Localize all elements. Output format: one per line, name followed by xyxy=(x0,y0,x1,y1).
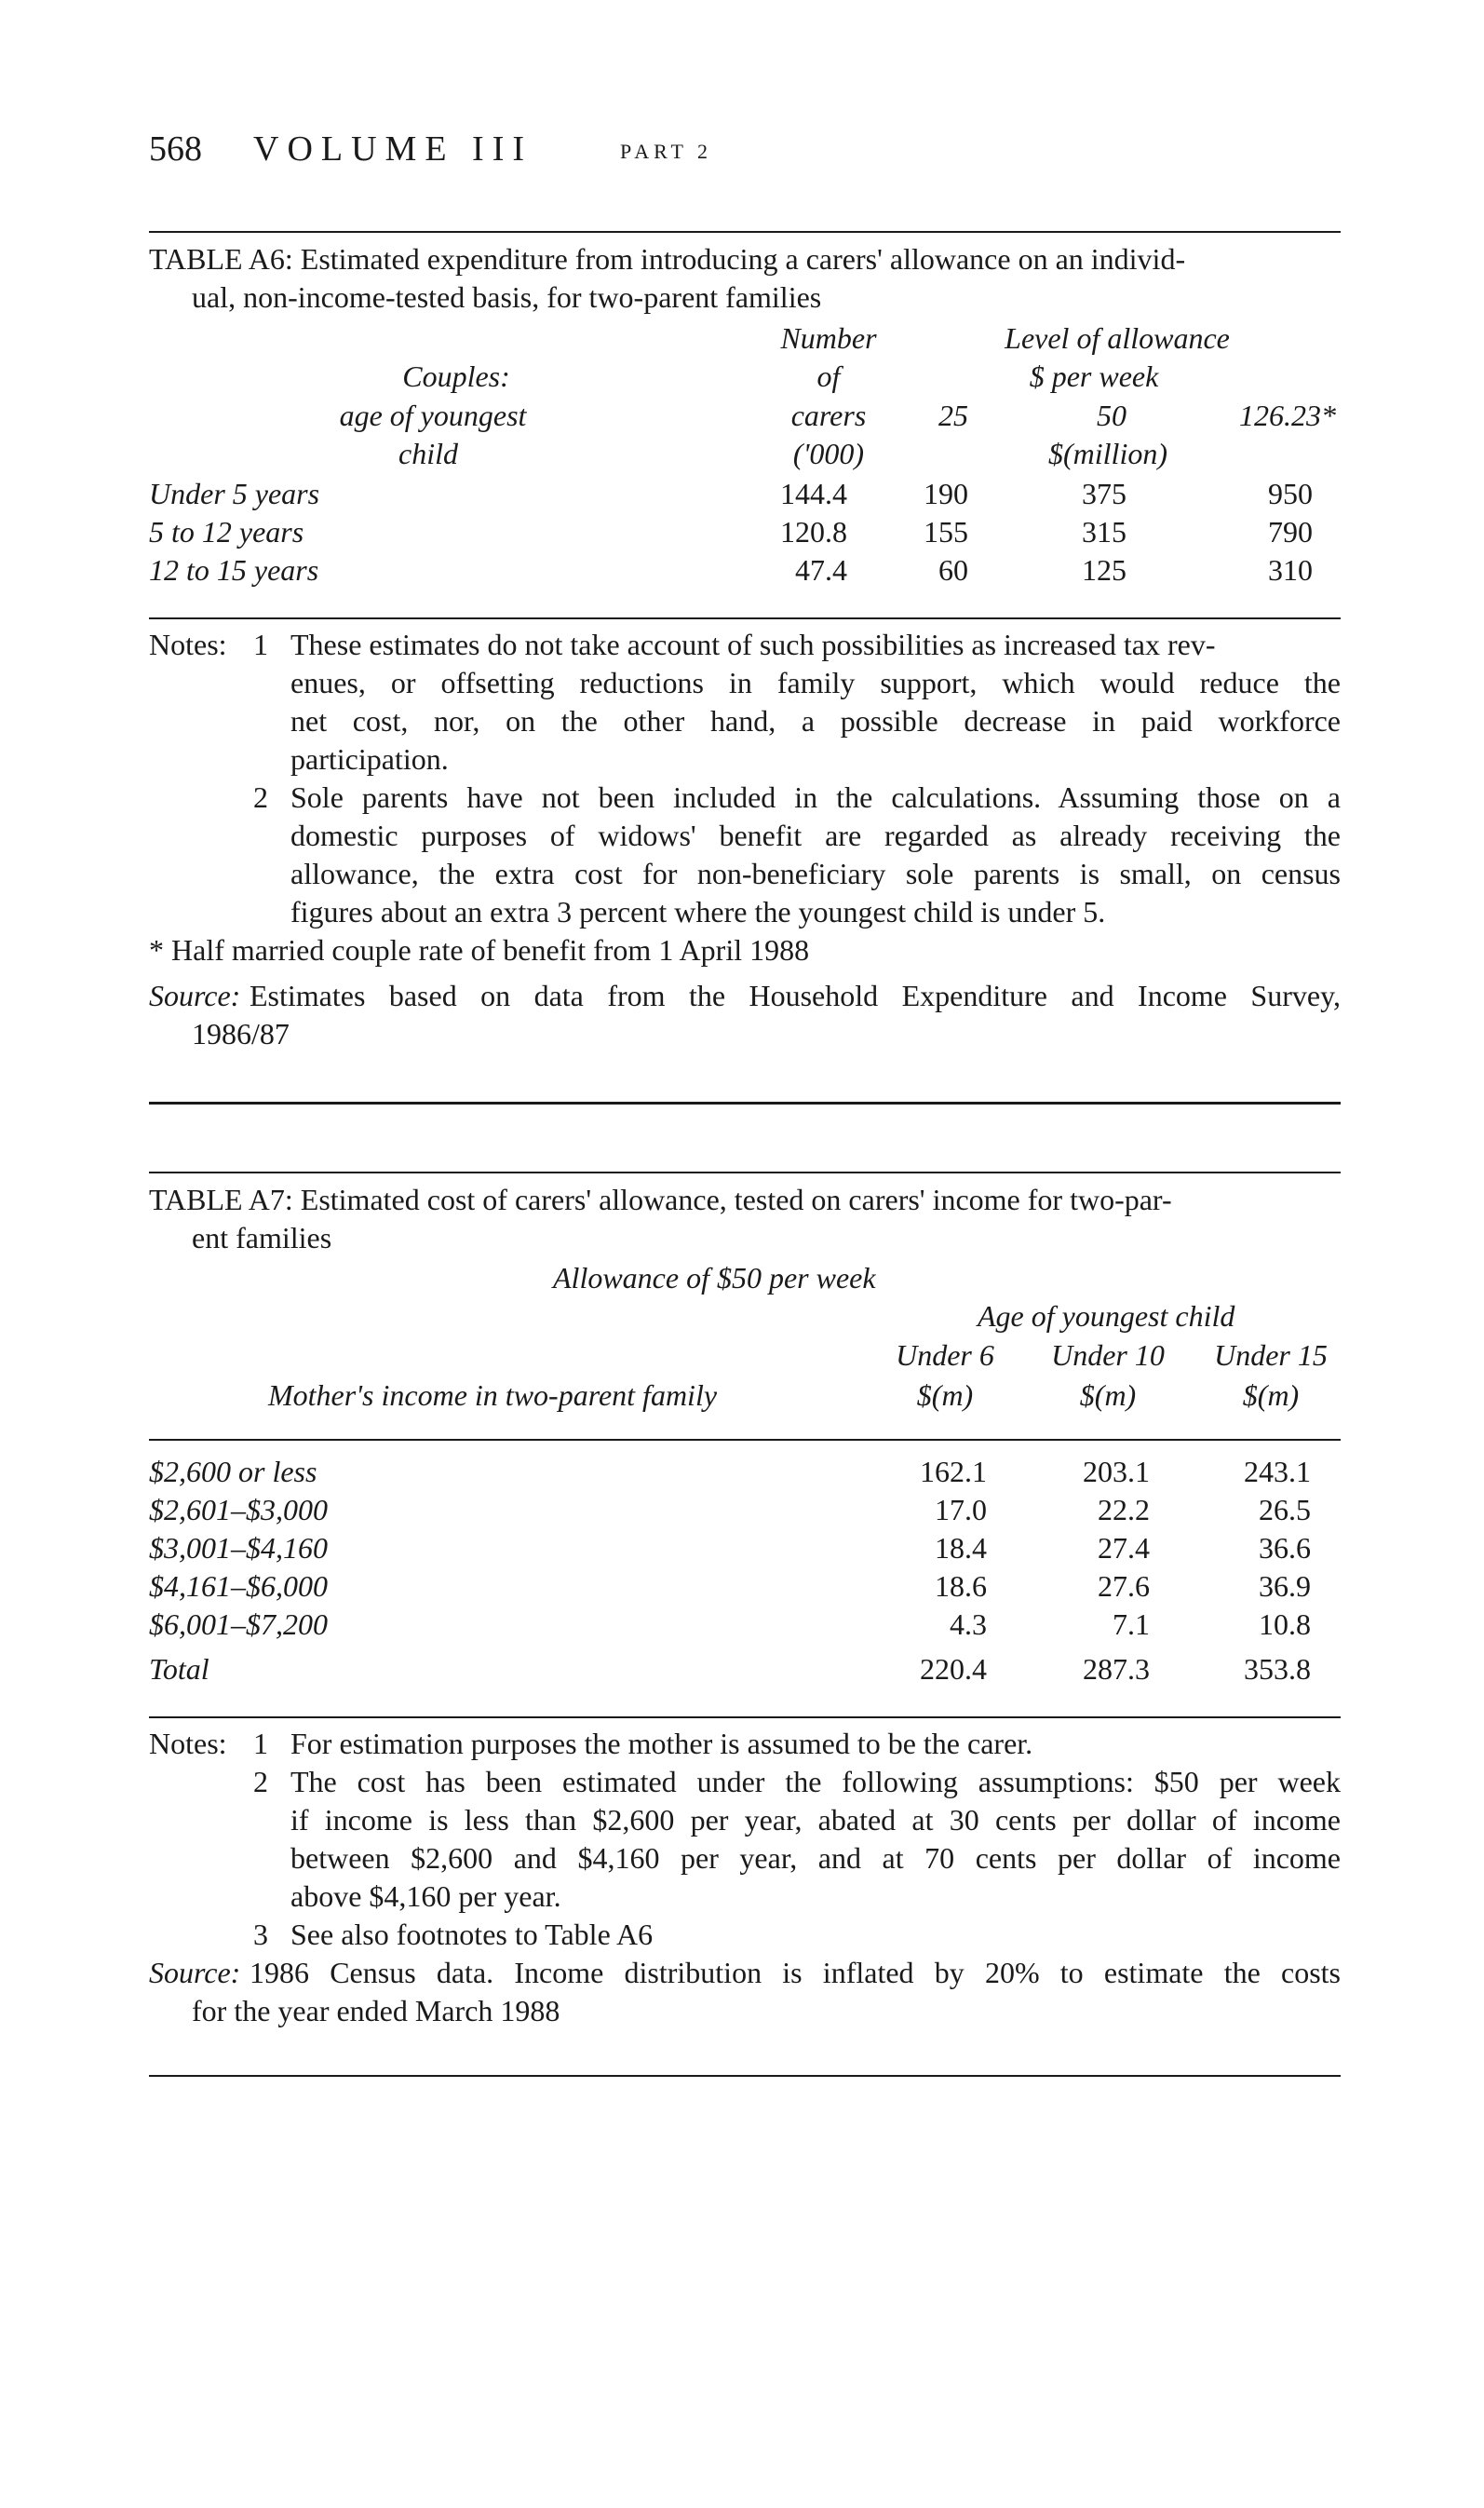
a7-cell-under15: 353.8 xyxy=(1244,1652,1311,1686)
volume-label: VOLUME III xyxy=(253,129,533,169)
a7-cell-under6: 162.1 xyxy=(920,1455,987,1488)
a6-row-label: Under 5 years xyxy=(149,477,320,510)
a6-cell-25: 155 xyxy=(924,515,968,549)
table-a6-bottom-rule xyxy=(149,617,1341,619)
page-number: 568 xyxy=(149,129,202,169)
table-a7-caption-line1: TABLE A7: Estimated cost of carers' allowance, tested on carers' income for two-par- xyxy=(149,1183,1172,1216)
part-label: PART 2 xyxy=(620,140,712,163)
a6-cell-carers: 144.4 xyxy=(780,477,847,510)
a7-cell-under15: 36.9 xyxy=(1259,1569,1311,1603)
a7-row-label: $2,601–$3,000 xyxy=(149,1493,328,1526)
a6-source-line2: 1986/87 xyxy=(192,1017,290,1051)
a6-note2-line2: domestic purposes of widows' benefit are regarded as already receiving the xyxy=(290,819,1341,852)
a7-row-heading: Mother's income in two-parent family xyxy=(268,1378,718,1412)
a6-head-million: $(million) xyxy=(1048,437,1167,470)
a7-notes-label: Notes: xyxy=(149,1727,227,1760)
a6-note1-line3: net cost, nor, on the other hand, a possible decrease in paid workforce xyxy=(290,704,1341,738)
a6-note1-number: 1 xyxy=(253,628,268,661)
a6-note2-line1: Sole parents have not been included in the calculations. Assuming those on a xyxy=(290,780,1341,814)
a6-asterisk-note: * Half married couple rate of benefit from 1 April 1988 xyxy=(149,933,810,967)
a6-cell-126: 310 xyxy=(1268,553,1313,587)
a7-note3-number: 3 xyxy=(253,1918,268,1951)
a7-cell-under6: 17.0 xyxy=(935,1493,987,1526)
a6-head-level-1: Level of allowance xyxy=(1005,321,1230,355)
a7-note2-line4: above $4,160 per year. xyxy=(290,1879,561,1913)
a7-row-label: Total xyxy=(149,1652,209,1686)
a6-cell-carers: 120.8 xyxy=(780,515,847,549)
a7-unit-under10: $(m) xyxy=(1079,1378,1137,1412)
a7-source-label: Source: xyxy=(149,1956,241,1989)
a7-cell-under10: 287.3 xyxy=(1083,1652,1150,1686)
a6-note2-line3: allowance, the extra cost for non-beneficiary sole parents is small, on census xyxy=(290,857,1341,890)
table-a6-caption-line2: ual, non-income-tested basis, for two-parent families xyxy=(192,280,822,314)
a7-cell-under15: 26.5 xyxy=(1259,1493,1311,1526)
a7-note2-number: 2 xyxy=(253,1765,268,1798)
a6-head-couples-1: Couples: xyxy=(402,359,510,393)
table-a7-top-rule xyxy=(149,1172,1341,1173)
a6-head-couples-2: age of youngest xyxy=(339,399,527,432)
a6-cell-50: 375 xyxy=(1082,477,1126,510)
a6-cell-25: 60 xyxy=(938,553,968,587)
a7-note2-line1: The cost has been estimated under the following assumptions: $50 per week xyxy=(290,1765,1341,1798)
table-a6-top-rule xyxy=(149,231,1341,233)
a7-cell-under10: 27.4 xyxy=(1098,1531,1150,1565)
a6-cell-carers: 47.4 xyxy=(795,553,847,587)
a7-allowance-heading: Allowance of $50 per week xyxy=(553,1261,876,1295)
a6-cell-50: 125 xyxy=(1082,553,1126,587)
a6-head-number-3: carers xyxy=(790,399,867,432)
a7-row-label: $2,600 or less xyxy=(149,1455,317,1488)
a6-note1-line1: These estimates do not take account of such possibilities as increased tax rev- xyxy=(290,628,1216,661)
a7-age-heading: Age of youngest child xyxy=(978,1299,1235,1333)
a7-source-line1: 1986 Census data. Income distribution is inflated by 20% to estimate the costs xyxy=(250,1956,1341,1989)
a6-cell-50: 315 xyxy=(1082,515,1126,549)
a6-cell-126: 790 xyxy=(1268,515,1313,549)
a7-cell-under10: 22.2 xyxy=(1098,1493,1150,1526)
a7-row-label: $6,001–$7,200 xyxy=(149,1607,328,1641)
a7-source-line2: for the year ended March 1988 xyxy=(192,1994,560,2027)
a6-head-level-2: $ per week xyxy=(1029,359,1159,393)
a7-cell-under15: 243.1 xyxy=(1244,1455,1311,1488)
a6-head-number-4: ('000) xyxy=(792,437,865,470)
table-a6-end-rule xyxy=(149,1102,1341,1105)
a6-source-label: Source: xyxy=(149,979,241,1012)
a7-cell-under6: 4.3 xyxy=(950,1607,987,1641)
a7-cell-under6: 220.4 xyxy=(920,1652,987,1686)
a7-unit-under6: $(m) xyxy=(916,1378,974,1412)
a7-cell-under10: 7.1 xyxy=(1113,1607,1150,1641)
a7-row-label: $4,161–$6,000 xyxy=(149,1569,328,1603)
a6-note2-number: 2 xyxy=(253,780,268,814)
a7-note2-line3: between $2,600 and $4,160 per year, and at 70 cents per dollar of income xyxy=(290,1841,1341,1875)
table-a7-bottom-rule xyxy=(149,1716,1341,1718)
table-a7-caption-line2: ent families xyxy=(192,1221,332,1254)
a7-row-label: $3,001–$4,160 xyxy=(149,1531,328,1565)
a6-head-level-25: 25 xyxy=(938,399,968,432)
a7-unit-under15: $(m) xyxy=(1242,1378,1300,1412)
a6-row-label: 12 to 15 years xyxy=(149,553,319,587)
a6-head-number-1: Number xyxy=(780,321,877,355)
a6-note2-line4: figures about an extra 3 percent where the youngest child is under 5. xyxy=(290,895,1106,929)
a7-cell-under6: 18.4 xyxy=(935,1531,987,1565)
a7-note2-line2: if income is less than $2,600 per year, abated at 30 cents per dollar of income xyxy=(290,1803,1341,1837)
a7-note1-number: 1 xyxy=(253,1727,268,1760)
a6-note1-line2: enues, or offsetting reductions in family support, which would reduce the xyxy=(290,666,1341,699)
a7-col-under15: Under 15 xyxy=(1214,1338,1328,1372)
a7-cell-under10: 27.6 xyxy=(1098,1569,1150,1603)
a7-cell-under15: 10.8 xyxy=(1259,1607,1311,1641)
a6-source-line1: Estimates based on data from the Household Expenditure and Income Survey, xyxy=(250,979,1341,1012)
a7-col-under6: Under 6 xyxy=(896,1338,994,1372)
a6-notes-label: Notes: xyxy=(149,628,227,661)
a6-cell-25: 190 xyxy=(924,477,968,510)
table-a7-end-rule xyxy=(149,2075,1341,2077)
table-a7-header-rule xyxy=(149,1439,1341,1441)
table-a6-caption-line1: TABLE A6: Estimated expenditure from introducing a carers' allowance on an individ- xyxy=(149,242,1186,276)
a7-col-under10: Under 10 xyxy=(1051,1338,1165,1372)
a6-row-label: 5 to 12 years xyxy=(149,515,304,549)
a6-head-couples-3: child xyxy=(398,437,458,470)
a7-cell-under10: 203.1 xyxy=(1083,1455,1150,1488)
a7-cell-under6: 18.6 xyxy=(935,1569,987,1603)
a7-cell-under15: 36.6 xyxy=(1259,1531,1311,1565)
a6-head-level-50: 50 xyxy=(1097,399,1126,432)
a6-cell-126: 950 xyxy=(1268,477,1313,510)
a7-note3: See also footnotes to Table A6 xyxy=(290,1918,654,1951)
a6-note1-line4: participation. xyxy=(290,742,449,776)
a6-head-number-2: of xyxy=(816,359,841,393)
a7-note1: For estimation purposes the mother is assumed to be the carer. xyxy=(290,1727,1033,1760)
a6-head-level-126: 126.23* xyxy=(1239,399,1336,432)
